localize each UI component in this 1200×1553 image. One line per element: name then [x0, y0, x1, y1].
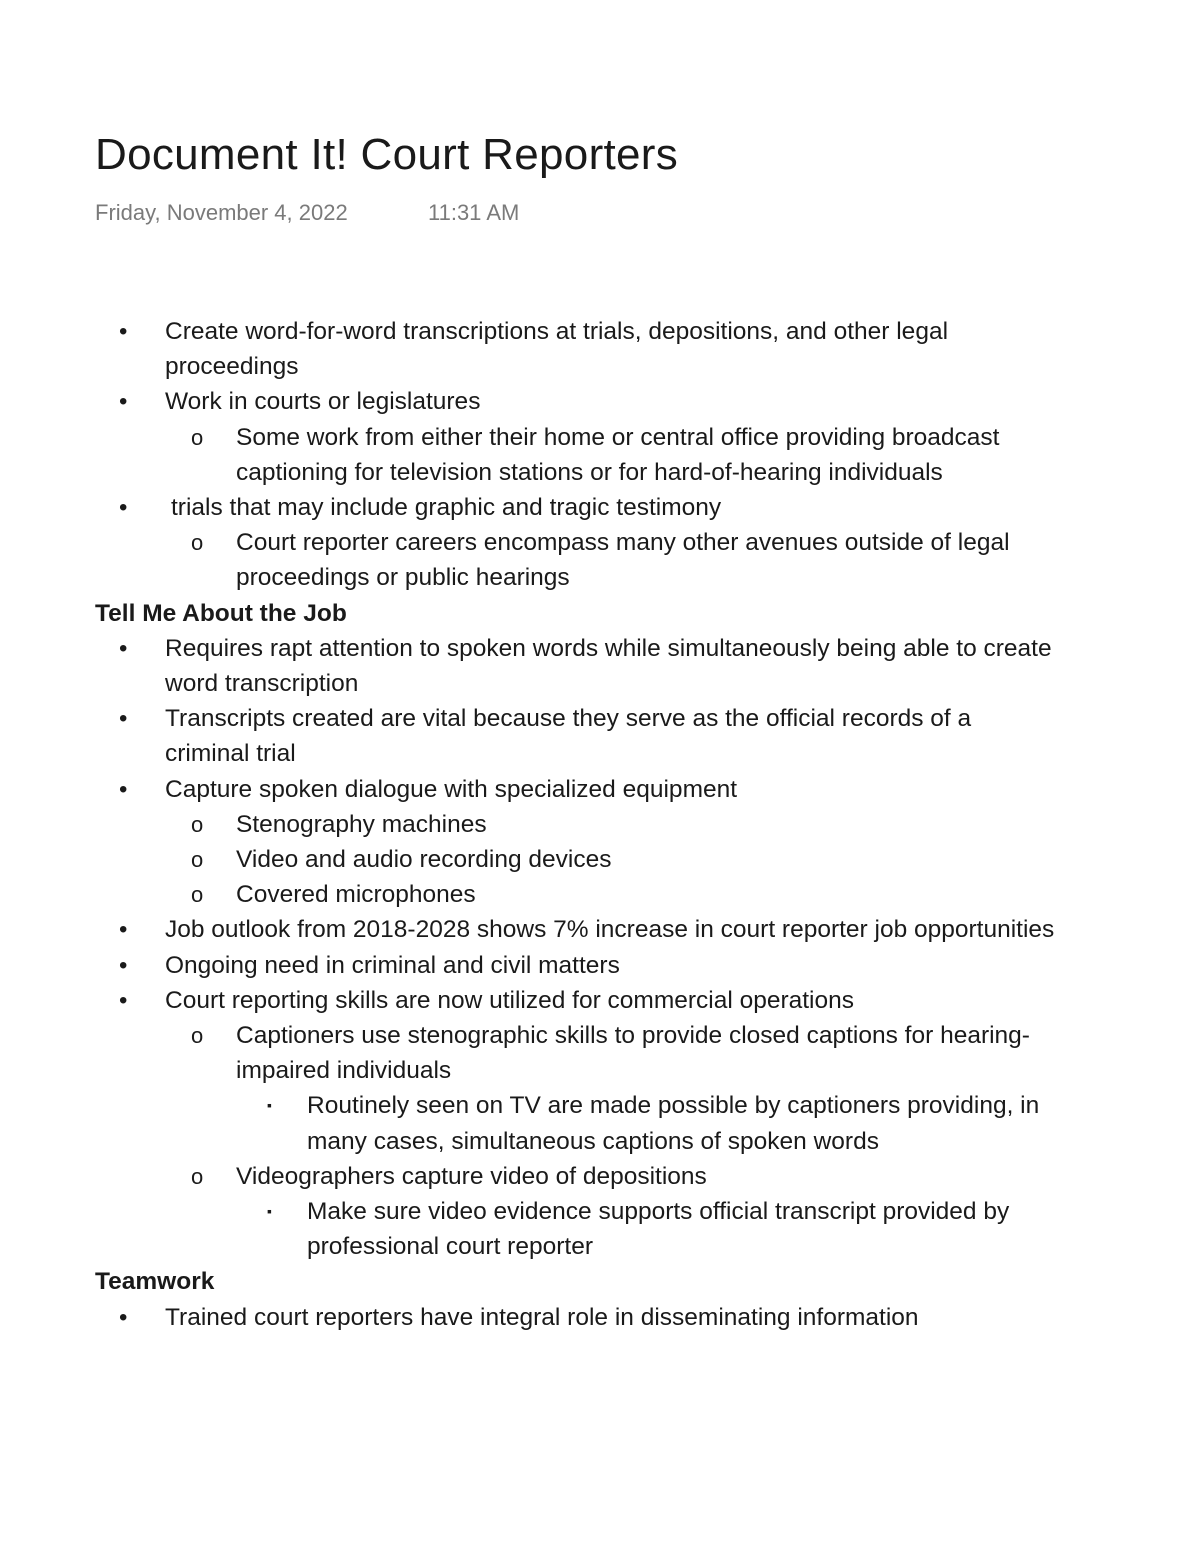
- bullet-disc-icon: •: [119, 986, 128, 1014]
- list-item: • Court reporting skills are now utilized for commercial operations: [95, 983, 1055, 1018]
- bullet-circle-icon: o: [191, 811, 204, 837]
- bullet-circle-icon: o: [191, 847, 204, 873]
- bullet-disc-icon: •: [119, 1303, 128, 1331]
- bullet-circle-icon: o: [191, 882, 204, 908]
- list-item: • Create word-for-word transcriptions at trials, depositions, and other legal proceedings: [95, 314, 1055, 384]
- list-item: o Video and audio recording devices: [95, 842, 1055, 877]
- list-item: o Captioners use stenographic skills to provide closed captions for hearing-impaired individuals: [95, 1018, 1055, 1088]
- bullet-square-icon: ▪: [267, 1203, 272, 1220]
- job-list: [95, 631, 1055, 1265]
- bullet-disc-icon: •: [119, 388, 128, 416]
- intro-list: [95, 314, 1055, 596]
- bullet-disc-icon: •: [119, 634, 128, 662]
- section-heading-teamwork: Teamwork: [95, 1268, 215, 1296]
- bullet-circle-icon: o: [191, 424, 204, 450]
- list-item: ▪ Make sure video evidence supports official transcript provided by professional court reporter: [95, 1194, 1055, 1264]
- bullet-disc-icon: •: [119, 494, 128, 522]
- page-date: Friday, November 4, 2022: [95, 200, 348, 225]
- list-item: • Trained court reporters have integral role in disseminating information: [95, 1300, 1055, 1335]
- list-item: o Court reporter careers encompass many other avenues outside of legal proceedings or public hearings: [95, 525, 1055, 595]
- note-body: [95, 314, 1055, 1335]
- list-item: o Covered microphones: [95, 877, 1055, 912]
- teamwork-list: [95, 1300, 1055, 1335]
- list-item: • Work in courts or legislatures: [95, 384, 1055, 419]
- section-heading-job: Tell Me About the Job: [95, 599, 347, 627]
- bullet-disc-icon: •: [119, 318, 128, 345]
- page-time: 11:31 AM: [428, 200, 520, 225]
- bullet-square-icon: ▪: [267, 1097, 272, 1114]
- list-item: • Transcripts created are vital because they serve as the official records of a criminal trial: [95, 701, 1055, 771]
- page-title: Document It! Court Reporters: [95, 130, 679, 179]
- list-item: • Ongoing need in criminal and civil matters: [95, 948, 1055, 983]
- list-item: o Stenography machines: [95, 807, 1055, 842]
- bullet-disc-icon: •: [119, 775, 128, 803]
- bullet-circle-icon: o: [191, 1163, 204, 1189]
- bullet-disc-icon: •: [119, 916, 128, 944]
- list-item: • Capture spoken dialogue with specialized equipment: [95, 772, 1055, 807]
- list-item: o Videographers capture video of depositions: [95, 1159, 1055, 1194]
- list-item: • Job outlook from 2018-2028 shows 7% increase in court reporter job opportunities: [95, 912, 1055, 947]
- list-item: o Some work from either their home or central office providing broadcast captioning for television stations or for hard-of-hearing individuals: [95, 420, 1055, 490]
- bullet-disc-icon: •: [119, 705, 128, 733]
- bullet-circle-icon: o: [191, 530, 204, 556]
- list-item: • trials that may include graphic and tragic testimony: [95, 490, 1055, 525]
- bullet-circle-icon: o: [191, 1023, 204, 1049]
- list-item: ▪ Routinely seen on TV are made possible by captioners providing, in many cases, simultaneous captions of spoken words: [95, 1088, 1055, 1158]
- list-item: • Requires rapt attention to spoken words while simultaneously being able to create word transcription: [95, 631, 1055, 701]
- bullet-disc-icon: •: [119, 951, 128, 979]
